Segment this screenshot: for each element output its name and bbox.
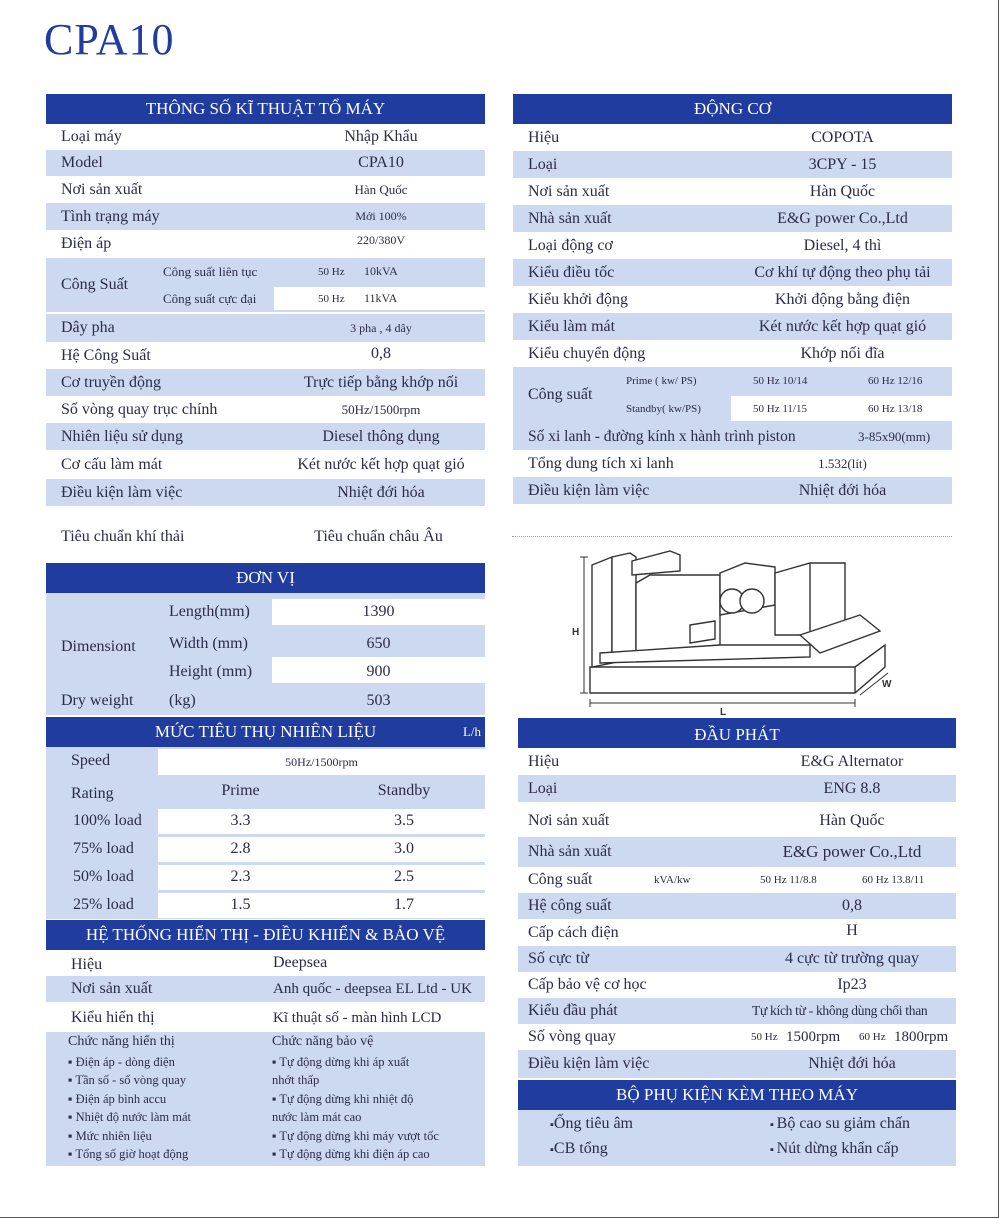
protect-function-item [272, 1053, 439, 1072]
alt-value: E&G power Co.,Ltd [782, 842, 922, 861]
display-function-item-text: Điện áp - dòng điện [75, 1054, 175, 1069]
fuel-row [46, 864, 485, 890]
spec-value: 50Hz/1500rpm [341, 401, 421, 417]
alt-row-so-vong [518, 1024, 956, 1050]
spec-label: Số vòng quay trục chính [61, 400, 218, 418]
control-row-noi-sx [46, 976, 485, 1002]
engine-label: Loại [528, 155, 558, 173]
engine-label: Nhà sản xuất [528, 209, 612, 227]
spec-value: 0,8 [371, 344, 391, 362]
engine-value: Diesel, 4 thì [803, 236, 882, 254]
engine-value: E&G power Co.,Ltd [777, 209, 908, 227]
fuel-load-label: 100% load [73, 812, 142, 829]
alt-label: Nơi sản xuất [528, 811, 610, 829]
engine-prime-label: Prime ( kw/ PS) [626, 375, 697, 387]
engine-value: Cơ khí tự động theo phụ tải [754, 263, 931, 281]
alt-cong-suat-60: 60 Hz 13.8/11 [862, 874, 925, 886]
alt-label: Cấp bảo vệ cơ học [528, 976, 647, 993]
display-function-item [68, 1145, 191, 1164]
units-block [46, 593, 485, 715]
fuel-prime-value: 2.3 [230, 868, 251, 885]
spec-label: Hệ Công Suất [61, 346, 151, 364]
alt-value: E&G Alternator [800, 752, 904, 770]
width-value: 650 [366, 635, 391, 652]
alt-row-kieu [518, 998, 956, 1024]
spec-row-so-vong [46, 396, 485, 423]
accessory-item-text: CB tổng [553, 1140, 608, 1157]
spec-value: CPA10 [358, 154, 404, 171]
prime-label: Prime [221, 782, 260, 799]
engine-row-loai-dc [513, 232, 952, 259]
protect-function-item-text: Tự động dừng khi điện áp cao [279, 1147, 430, 1161]
alt-value: 0,8 [842, 897, 862, 914]
height-label: Height (mm) [169, 663, 253, 680]
alt-so-vong-rpm50: 1500rpm [786, 1028, 841, 1045]
engine-value: COPOTA [811, 128, 874, 146]
bullet-icon: ▪ [550, 1144, 554, 1156]
spec-row-nhien-lieu [46, 423, 485, 450]
alt-row-dieu-kien [518, 1050, 956, 1078]
alt-label: Nhà sản xuất [528, 843, 612, 860]
alt-label: Kiểu đầu phát [528, 1002, 618, 1019]
spec-row-khi-thai [46, 522, 485, 552]
engine-label: Kiểu điều tốc [528, 263, 615, 281]
alt-row-loai [518, 775, 956, 802]
alt-value: Ip23 [837, 976, 867, 993]
engine-row-dieu-toc [513, 259, 952, 286]
alt-row-cong-suat [518, 867, 956, 893]
spec-row-co-truyen [46, 369, 485, 396]
drawing-l-label: L [720, 707, 727, 715]
accessories-header: BỘ PHỤ KIỆN KÈM THEO MÁY [518, 1080, 956, 1110]
spec-value: 3 pha , 4 dây [350, 320, 412, 335]
fuel-prime-value: 3.3 [230, 812, 251, 829]
accessory-item [770, 1140, 899, 1158]
alt-value: Hàn Quốc [819, 811, 885, 829]
fuel-load-label: 25% load [73, 896, 134, 913]
engine-value: Hàn Quốc [809, 182, 876, 200]
spec-value: Nhập Khẩu [344, 128, 418, 145]
spec-label: Công Suất [61, 276, 129, 293]
engine-prime-60: 60 Hz 12/16 [868, 375, 923, 387]
dry-weight-value: 503 [366, 691, 391, 709]
alt-value: ENG 8.8 [823, 779, 881, 797]
protect-functions-title: Chức năng bảo vệ [272, 1034, 374, 1049]
fuel-row [46, 836, 485, 862]
control-label: Nơi sản xuất [71, 980, 153, 997]
accessory-item [770, 1115, 910, 1133]
alt-value: 4 cực từ trường quay [785, 950, 919, 967]
alt-cong-suat-unit: kVA/kw [654, 874, 691, 886]
alt-value: Nhiệt đới hóa [808, 1055, 896, 1072]
spec-row-he-cong-suat [46, 342, 485, 369]
engine-label: Nơi sản xuất [528, 182, 610, 200]
cong-suat-hz1: 50 Hz [318, 265, 345, 278]
engine-prime-50: 50 Hz 10/14 [753, 375, 808, 387]
spec-value: 220/380V [357, 232, 405, 247]
fuel-standby-value: 3.5 [394, 812, 414, 829]
spec-value: Trực tiếp bằng khớp nối [303, 373, 459, 391]
control-value: Deepsea [273, 954, 328, 971]
display-function-item [68, 1053, 191, 1072]
display-function-item-text: Tần số - số vòng quay [75, 1073, 187, 1087]
bullet-icon: ▪ [272, 1091, 280, 1106]
protect-function-item-text: Tự động dừng khi nhiệt độ [279, 1091, 414, 1106]
length-label: Length(mm) [169, 603, 250, 620]
accessory-item [550, 1140, 608, 1158]
alt-label: Điều kiện làm việc [528, 1055, 650, 1072]
alt-label: Cấp cách điện [528, 923, 619, 941]
spec-label: Dây pha [61, 319, 115, 336]
alt-so-vong-hz50: 50 Hz [751, 1031, 778, 1043]
engine-row-chuyen-dong [513, 340, 952, 367]
alt-cong-suat-50: 50 Hz 11/8.8 [760, 874, 817, 886]
engine-row-dung-tich [513, 450, 952, 477]
engine-label: Kiểu khởi động [528, 290, 629, 308]
engine-value: 3CPY - 15 [808, 155, 877, 173]
spec-row-noi-sx [46, 176, 485, 203]
alt-label: Loại [528, 779, 558, 797]
bullet-icon: ▪ [68, 1091, 76, 1106]
alt-label: Số vòng quay [528, 1028, 616, 1045]
engine-label: Điều kiện làm việc [528, 481, 650, 499]
engine-label: Hiệu [528, 128, 560, 146]
bullet-icon: ▪ [68, 1054, 76, 1069]
fuel-prime-value: 1.5 [230, 896, 251, 913]
fuel-row [46, 892, 485, 918]
alt-so-vong-hz60: 60 Hz [859, 1031, 886, 1043]
fuel-block [46, 747, 485, 919]
engine-value: Nhiệt đới hóa [798, 481, 887, 499]
protect-function-item [272, 1127, 439, 1146]
alt-label: Hiệu [528, 752, 560, 770]
cong-suat-cuc-dai-label: Công suất cực đại [163, 290, 257, 306]
spec-label: Điện áp [61, 235, 112, 252]
engine-value: Khớp nối đĩa [800, 344, 885, 362]
drawing-h-label: H [572, 627, 580, 638]
length-value: 1390 [362, 603, 395, 620]
protect-function-item [272, 1090, 439, 1109]
spec-label: Loại máy [61, 128, 122, 145]
spec-row-loai-may [46, 124, 485, 150]
spec-row-dieu-kien [46, 479, 485, 506]
protect-function-item-text: nước làm mát cao [272, 1110, 362, 1124]
engine-row-cong-suat [513, 367, 952, 423]
engine-header: ĐỘNG CƠ [513, 94, 952, 124]
spec-row-lam-mat [46, 450, 485, 479]
engine-row-hieu [513, 124, 952, 151]
engine-row-khoi-dong [513, 286, 952, 313]
fuel-standby-value: 1.7 [394, 896, 414, 913]
alt-row-hieu [518, 748, 956, 775]
control-label: Hiệu [71, 956, 103, 973]
alt-row-cach-dien [518, 919, 956, 946]
bullet-icon: ▪ [770, 1144, 777, 1156]
display-function-item [68, 1108, 191, 1127]
alternator-header: ĐẦU PHÁT [518, 718, 956, 748]
spec-label: Nhiên liệu sử dụng [61, 427, 183, 445]
spec-value: Nhiệt đới hóa [337, 483, 425, 501]
accessory-item-text: Ống tiêu âm [553, 1115, 633, 1132]
alt-row-noi-sx [518, 805, 956, 836]
fuel-prime-value: 2.8 [230, 840, 251, 857]
bullet-icon: ▪ [68, 1110, 76, 1124]
control-value: Kĩ thuật số - màn hình LCD [273, 1009, 442, 1026]
fuel-header-title: MỨC TIÊU THỤ NHIÊN LIỆU [154, 722, 377, 741]
cong-suat-val1: 10kVA [364, 264, 398, 278]
specs-header: THÔNG SỐ KĨ THUẬT TỔ MÁY [46, 94, 485, 124]
dry-weight-unit: (kg) [169, 691, 196, 709]
spec-value: Hàn Quốc [354, 181, 408, 197]
engine-row-dieu-kien [513, 477, 952, 504]
fuel-standby-value: 3.0 [394, 840, 414, 857]
spec-label: Model [61, 154, 103, 171]
bullet-icon: ▪ [550, 1119, 554, 1131]
control-value: Anh quốc - deepsea EL Ltd - UK [273, 980, 472, 997]
spec-value: Diesel thông dụng [322, 427, 440, 445]
spec-value: Tiêu chuẩn châu Âu [314, 528, 443, 545]
drawing-w-label: W [882, 679, 892, 690]
spec-row-model [46, 150, 485, 176]
dry-weight-label: Dry weight [61, 691, 134, 709]
control-row-kieu [46, 1004, 485, 1032]
cong-suat-lien-tuc-label: Công suất liên tục [163, 263, 258, 279]
bullet-icon: ▪ [272, 1054, 280, 1069]
fuel-unit: L/h [462, 724, 481, 739]
protect-function-item [272, 1071, 439, 1090]
accessory-item-text: Nút dừng khẩn cấp [776, 1140, 899, 1157]
display-function-item-text: Mức nhiên liệu [75, 1128, 152, 1143]
spec-label: Điều kiện làm việc [61, 483, 183, 501]
accessory-item-text: Bộ cao su giảm chấn [776, 1115, 910, 1132]
alt-row-bao-ve [518, 972, 956, 998]
protect-function-item-text: Tự động dừng khi áp xuất [279, 1054, 410, 1069]
dimension-label: Dimensiont [61, 638, 136, 655]
alt-value: H [846, 921, 858, 939]
spec-value: Két nước kết hợp quạt gió [297, 455, 465, 473]
accessories-block [518, 1110, 956, 1166]
fuel-row [46, 808, 485, 834]
fuel-load-label: 50% load [73, 868, 134, 885]
display-function-item-text: Điện áp bình accu [75, 1091, 167, 1106]
rating-label: Rating [71, 785, 114, 802]
display-function-item-text: Tổng số giờ hoạt động [75, 1147, 189, 1161]
engine-label: Công suất [528, 386, 593, 403]
standby-label: Standby [377, 782, 431, 799]
spec-label: Tiêu chuẩn khí thải [61, 528, 185, 545]
control-row-hieu [46, 950, 485, 976]
protect-function-item-text: nhớt thấp [272, 1073, 320, 1087]
alt-so-vong-rpm60: 1800rpm [894, 1028, 949, 1045]
engine-label: Kiểu chuyển động [528, 344, 646, 362]
engine-value: 1.532(lít) [818, 455, 867, 471]
engine-row-nha-sx [513, 205, 952, 232]
alt-label: Hệ công suất [528, 897, 612, 914]
cong-suat-hz2: 50 Hz [318, 292, 345, 305]
section-divider [512, 536, 952, 537]
engine-standby-60: 60 Hz 13/18 [868, 403, 923, 415]
protect-function-item [272, 1108, 439, 1127]
spec-label: Tình trạng máy [61, 207, 160, 225]
control-functions [46, 1032, 485, 1166]
cong-suat-val2: 11kVA [364, 291, 398, 305]
engine-row-xi-lanh [513, 423, 952, 450]
bullet-icon: ▪ [770, 1119, 777, 1131]
alt-label: Công suất [528, 871, 593, 888]
speed-value: 50Hz/1500rpm [285, 754, 358, 769]
height-value: 900 [366, 663, 391, 680]
alt-value: Tự kích từ - không dùng chổi than [752, 1003, 928, 1018]
alt-row-so-cuc [518, 946, 956, 972]
fuel-header [46, 717, 485, 747]
spec-label: Cơ truyền động [61, 373, 162, 391]
protect-function-item-text: Tự động dừng khi máy vượt tốc [279, 1128, 439, 1143]
display-function-item [68, 1071, 191, 1090]
bullet-icon: ▪ [68, 1128, 76, 1143]
page-title: CPA10 [44, 15, 175, 64]
alt-row-nha-sx [518, 837, 956, 867]
engine-row-noi-sx [513, 178, 952, 205]
generator-dimension-drawing [570, 545, 900, 715]
bullet-icon: ▪ [68, 1073, 76, 1087]
spec-row-cong-suat [46, 258, 485, 312]
engine-label: Tổng dung tích xi lanh [528, 454, 674, 472]
protect-function-item [272, 1145, 439, 1164]
bullet-icon: ▪ [68, 1147, 76, 1161]
units-header: ĐƠN VỊ [46, 563, 485, 593]
control-header: HỆ THỐNG HIỂN THỊ - ĐIỀU KHIỂN & BẢO VỆ [46, 920, 485, 950]
engine-label: Loại động cơ [528, 236, 613, 254]
spec-value: Mới 100% [355, 209, 407, 223]
fuel-load-label: 75% load [73, 840, 134, 857]
bullet-icon: ▪ [272, 1128, 280, 1143]
engine-value: 3-85x90(mm) [858, 428, 931, 444]
display-function-item [68, 1090, 191, 1109]
engine-row-loai [513, 151, 952, 178]
alt-label: Số cực từ [528, 950, 589, 967]
display-function-item-text: Nhiệt độ nước làm mát [75, 1110, 192, 1124]
bullet-icon: ▪ [272, 1147, 280, 1161]
control-label: Kiểu hiển thị [71, 1009, 155, 1026]
display-functions-title: Chức năng hiển thị [68, 1034, 175, 1049]
engine-standby-50: 50 Hz 11/15 [753, 403, 807, 415]
accessory-item [550, 1115, 633, 1133]
speed-label: Speed [71, 752, 111, 769]
engine-value: Khởi động bằng điện [774, 290, 911, 308]
display-function-item [68, 1127, 191, 1146]
engine-row-lam-mat [513, 313, 952, 340]
spec-row-dien-ap [46, 230, 485, 258]
spec-label: Cơ cấu làm mát [61, 455, 163, 473]
spec-label: Nơi sản xuất [61, 180, 143, 198]
engine-standby-label: Standby( kw/PS) [626, 403, 701, 415]
width-label: Width (mm) [169, 635, 248, 652]
engine-label: Số xi lanh - đường kính x hành trình piston [528, 427, 796, 445]
engine-label: Kiểu làm mát [528, 317, 616, 335]
engine-value: Két nước kết hợp quạt gió [758, 317, 927, 335]
fuel-standby-value: 2.5 [394, 868, 414, 885]
